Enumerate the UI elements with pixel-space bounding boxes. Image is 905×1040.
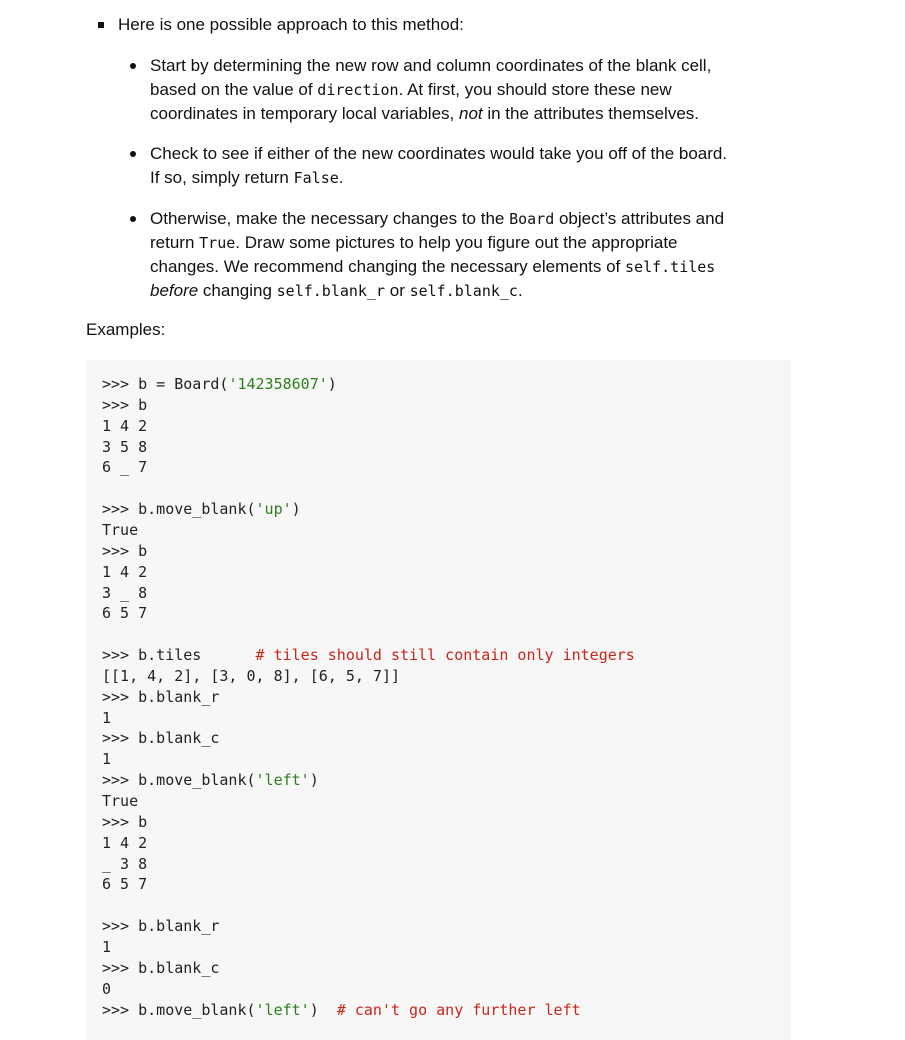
inline-code: self.blank_c bbox=[409, 282, 518, 300]
code-text: [[1, 4, 2], [3, 0, 8], [6, 5, 7]] bbox=[102, 666, 401, 685]
code-prompt: >>> bbox=[102, 917, 139, 936]
code-text: b.blank_c bbox=[138, 729, 220, 748]
code-text: b.blank_c bbox=[138, 958, 220, 977]
code-text: b.move_blank( bbox=[138, 1000, 256, 1019]
emphasis: not bbox=[458, 104, 483, 123]
code-line bbox=[102, 916, 219, 937]
code-line bbox=[102, 1000, 581, 1021]
code-text: 1 bbox=[102, 750, 112, 769]
code-line bbox=[102, 395, 147, 416]
step-line: If so, simply return False. bbox=[150, 168, 344, 187]
square-bullet-icon bbox=[98, 22, 104, 28]
code-string: 'up' bbox=[255, 500, 292, 519]
code-text: True bbox=[102, 520, 139, 539]
code-example-block bbox=[86, 360, 791, 1040]
code-comment: # tiles should still contain only integers bbox=[255, 646, 635, 665]
code-text: 3 _ 8 bbox=[102, 583, 148, 602]
code-text: b = Board( bbox=[138, 375, 229, 393]
code-text: 1 bbox=[102, 708, 112, 727]
code-line bbox=[102, 749, 111, 770]
step-line: return True. Draw some pictures to help you figure out the appropriate bbox=[150, 233, 678, 252]
code-prompt: >>> bbox=[102, 500, 139, 519]
code-line bbox=[102, 979, 111, 1000]
code-line bbox=[102, 874, 147, 895]
code-prompt: >>> bbox=[102, 1000, 139, 1019]
code-text: b.blank_r bbox=[138, 687, 220, 706]
code-prompt: >>> bbox=[102, 771, 139, 790]
code-string: '142358607' bbox=[228, 375, 328, 393]
code-text: b bbox=[138, 812, 148, 831]
code-text: b.move_blank( bbox=[138, 500, 256, 519]
code-line bbox=[102, 499, 301, 520]
code-text: b.tiles bbox=[138, 646, 256, 665]
approach-intro: Here is one possible approach to this method: bbox=[118, 15, 464, 34]
code-line bbox=[102, 457, 147, 478]
code-text: 0 bbox=[102, 979, 112, 998]
code-prompt: >>> bbox=[102, 541, 139, 560]
step-line: before changing self.blank_r or self.blank_c. bbox=[150, 281, 523, 300]
code-line bbox=[102, 812, 147, 833]
code-prompt: >>> bbox=[102, 958, 139, 977]
code-text: b.blank_r bbox=[138, 917, 220, 936]
code-line bbox=[102, 374, 337, 395]
code-line bbox=[102, 603, 147, 624]
code-prompt: >>> bbox=[102, 729, 139, 748]
code-line bbox=[102, 437, 147, 458]
code-text-after: ) bbox=[309, 1000, 337, 1019]
step-line: based on the value of direction. At first, you should store these new bbox=[150, 80, 672, 99]
code-line bbox=[102, 728, 219, 749]
bullet-icon bbox=[130, 63, 136, 69]
examples-heading: Examples: bbox=[86, 320, 166, 339]
code-line bbox=[102, 958, 219, 979]
code-prompt: >>> bbox=[102, 375, 139, 393]
code-prompt: >>> bbox=[102, 687, 139, 706]
code-string: 'left' bbox=[255, 1000, 310, 1019]
step-line: Start by determining the new row and column coordinates of the blank cell, bbox=[150, 56, 712, 75]
code-prompt: >>> bbox=[102, 812, 139, 831]
code-text: b bbox=[138, 541, 148, 560]
code-line bbox=[102, 416, 147, 437]
step-line: coordinates in temporary local variables, not in the attributes themselves. bbox=[150, 104, 700, 123]
code-text: _ 3 8 bbox=[102, 854, 148, 873]
code-text: 1 4 2 bbox=[102, 562, 148, 581]
code-line bbox=[102, 520, 138, 541]
code-comment: # can't go any further left bbox=[336, 1000, 581, 1019]
inline-code: False bbox=[293, 169, 339, 187]
code-line bbox=[102, 854, 147, 875]
code-line bbox=[102, 791, 138, 812]
emphasis: before bbox=[150, 281, 199, 300]
code-line bbox=[102, 770, 319, 791]
code-prompt: >>> bbox=[102, 646, 139, 665]
code-line bbox=[102, 937, 111, 958]
inline-code: direction bbox=[317, 81, 399, 99]
step-line: Otherwise, make the necessary changes to the Board object’s attributes and bbox=[150, 209, 725, 228]
code-line bbox=[102, 708, 111, 729]
code-line bbox=[102, 541, 147, 562]
code-text-after: ) bbox=[291, 500, 301, 519]
code-text-after: ) bbox=[327, 375, 337, 393]
code-line bbox=[102, 833, 147, 854]
step-line: Check to see if either of the new coordinates would take you off of the board. bbox=[150, 144, 728, 163]
code-text: 6 5 7 bbox=[102, 875, 148, 894]
code-text: 1 4 2 bbox=[102, 416, 148, 435]
code-text: 6 5 7 bbox=[102, 604, 148, 623]
code-text: 3 5 8 bbox=[102, 437, 148, 456]
code-text: b.move_blank( bbox=[138, 771, 256, 790]
code-prompt: >>> bbox=[102, 395, 139, 414]
code-text-after: ) bbox=[309, 771, 319, 790]
code-line bbox=[102, 666, 400, 687]
code-line bbox=[102, 645, 635, 666]
code-text: 6 _ 7 bbox=[102, 458, 148, 477]
code-line bbox=[102, 562, 147, 583]
bullet-icon bbox=[130, 151, 136, 157]
inline-code: self.blank_r bbox=[276, 282, 386, 300]
code-text: 1 bbox=[102, 937, 112, 956]
code-line bbox=[102, 687, 219, 708]
inline-code: Board bbox=[509, 210, 555, 228]
code-text: b bbox=[138, 395, 148, 414]
code-string: 'left' bbox=[255, 771, 310, 790]
code-text: 1 4 2 bbox=[102, 833, 148, 852]
inline-code: True bbox=[199, 234, 236, 252]
code-line bbox=[102, 583, 147, 604]
bullet-icon bbox=[130, 216, 136, 222]
code-text: True bbox=[102, 792, 139, 810]
step-line: changes. We recommend changing the necessary elements of self.tiles bbox=[150, 257, 716, 276]
inline-code: self.tiles bbox=[625, 258, 716, 276]
